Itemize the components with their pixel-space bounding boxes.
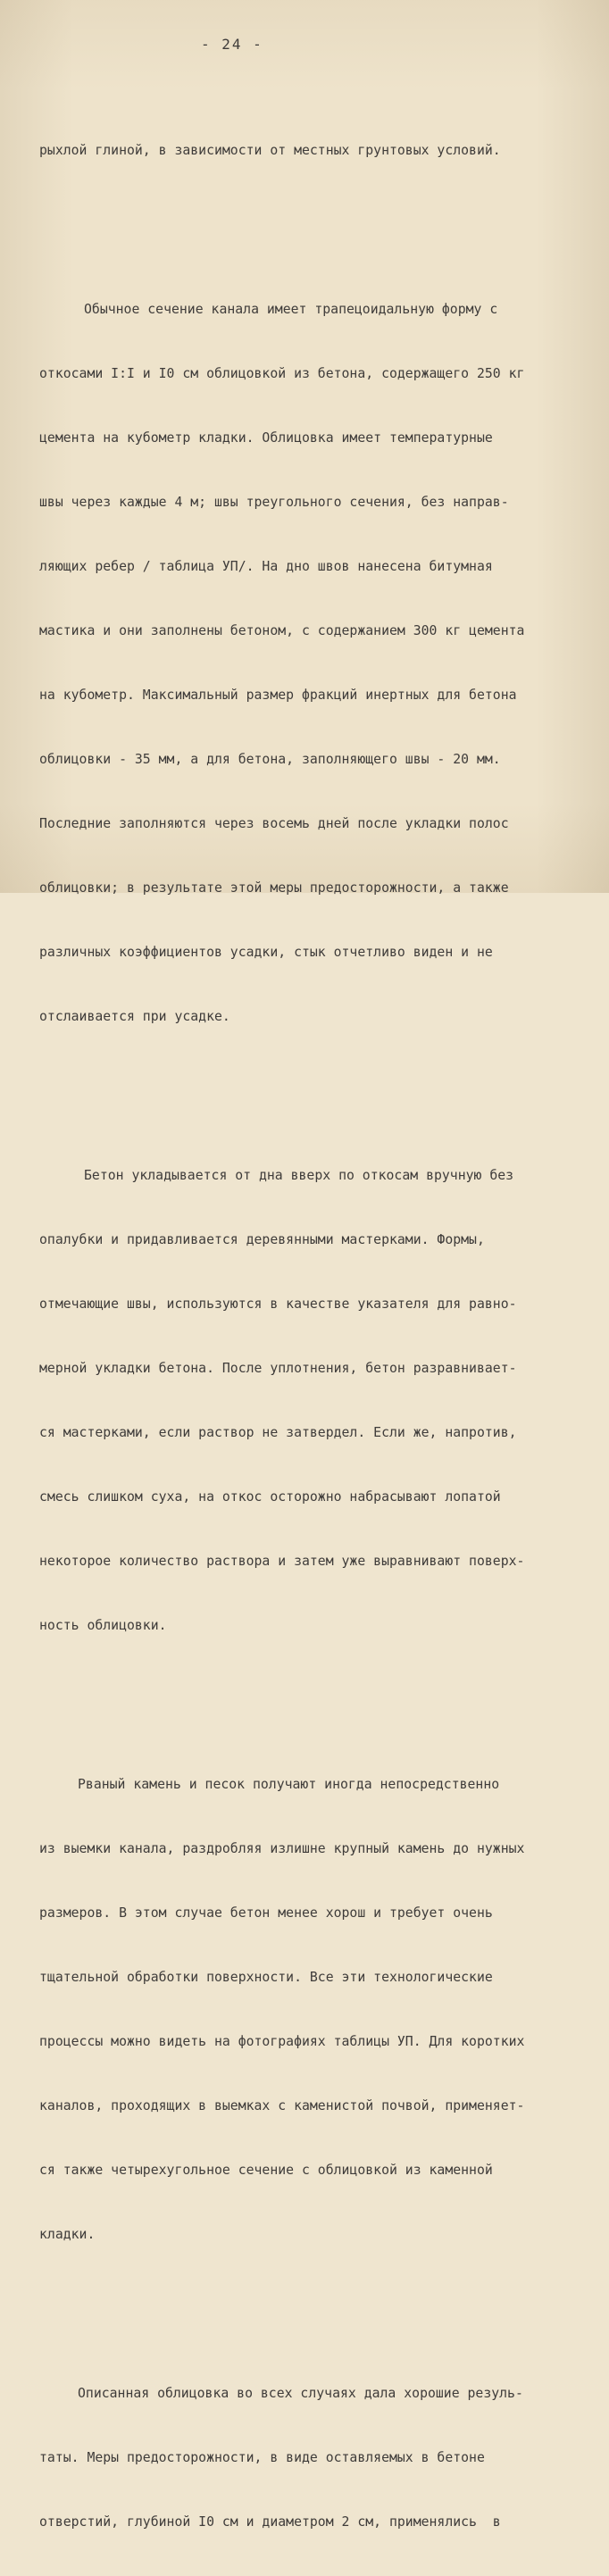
- paragraph-gap: [39, 2288, 593, 2297]
- text-line: на кубометр. Максимальный размер фракций инертных для бетона: [39, 688, 517, 703]
- page-number: - 24 -: [201, 36, 263, 53]
- text-line: ся мастерками, если раствор не затвердел. Если же, напротив,: [39, 1425, 517, 1440]
- text-line: из выемки канала, раздробляя излишне крупный камень до нужных: [39, 1841, 525, 1856]
- text-line: облицовки - 35 мм, а для бетона, заполняющего швы - 20 мм.: [39, 752, 501, 767]
- text-line: ность облицовки.: [39, 1618, 167, 1633]
- text-line: отслаивается при усадке.: [39, 1009, 230, 1024]
- text-line: различных коэффициентов усадки, стык отчетливо виден и не: [39, 945, 493, 960]
- text-line: опалубки и придавливается деревянными мастерками. Формы,: [39, 1232, 485, 1247]
- text-line: мерной укладки бетона. После уплотнения, бетон разравнивает-: [39, 1361, 517, 1376]
- document-text: [39, 76, 593, 2576]
- text-line: кладки.: [39, 2227, 96, 2242]
- text-line: Последние заполняются через восемь дней после укладки полос: [39, 816, 509, 831]
- paragraph-gap: [39, 204, 593, 213]
- text-line: смесь слишком суха, на откос осторожно набрасывают лопатой: [39, 1489, 501, 1505]
- text-line: цемента на кубометр кладки. Облицовка имеет температурные: [39, 430, 493, 446]
- text-line: мастика и они заполнены бетоном, с содержанием 300 кг цемента: [39, 623, 525, 638]
- paragraph-gap: [39, 1680, 593, 1688]
- text-line: каналов, проходящих в выемках с каменистой почвой, применяет-: [39, 2098, 525, 2113]
- text-line: таты. Меры предосторожности, в виде оставляемых в бетоне: [39, 2450, 485, 2465]
- text-line: процессы можно видеть на фотографиях таблицы УП. Для коротких: [39, 2034, 525, 2049]
- text-line: откосами I:I и I0 см облицовкой из бетона, содержащего 250 кг: [39, 366, 525, 381]
- text-line: размеров. В этом случае бетон менее хорош и требует очень: [39, 1905, 493, 1921]
- text-line: Описанная облицовка во всех случаях дала хорошие резуль-: [78, 2386, 523, 2401]
- text-line: некоторое количество раствора и затем уже выравнивают поверх-: [39, 1554, 525, 1569]
- text-line: Рваный камень и песок получают иногда непосредственно: [78, 1777, 500, 1792]
- text-line: рыхлой глиной, в зависимости от местных грунтовых условий.: [39, 143, 501, 158]
- text-line: Обычное сечение канала имеет трапецоидальную форму с: [84, 302, 498, 317]
- text-line: облицовки; в результате этой меры предосторожности, а также: [39, 880, 509, 896]
- text-line: отмечающие швы, используются в качестве указателя для равно-: [39, 1296, 517, 1312]
- text-line: ляющих ребер / таблица УП/. На дно швов нанесена битумная: [39, 559, 493, 574]
- text-line: Бетон укладывается от дна вверх по откосам вручную без: [84, 1168, 514, 1183]
- paragraph-gap: [39, 1071, 593, 1080]
- text-line: швы через каждые 4 м; швы треугольного сечения, без направ-: [39, 495, 509, 510]
- text-line: тщательной обработки поверхности. Все эти технологические: [39, 1970, 493, 1985]
- text-line: отверстий, глубиной I0 см и диаметром 2 см, применялись в: [39, 2514, 501, 2530]
- text-line: ся также четырехугольное сечение с облицовкой из каменной: [39, 2163, 493, 2178]
